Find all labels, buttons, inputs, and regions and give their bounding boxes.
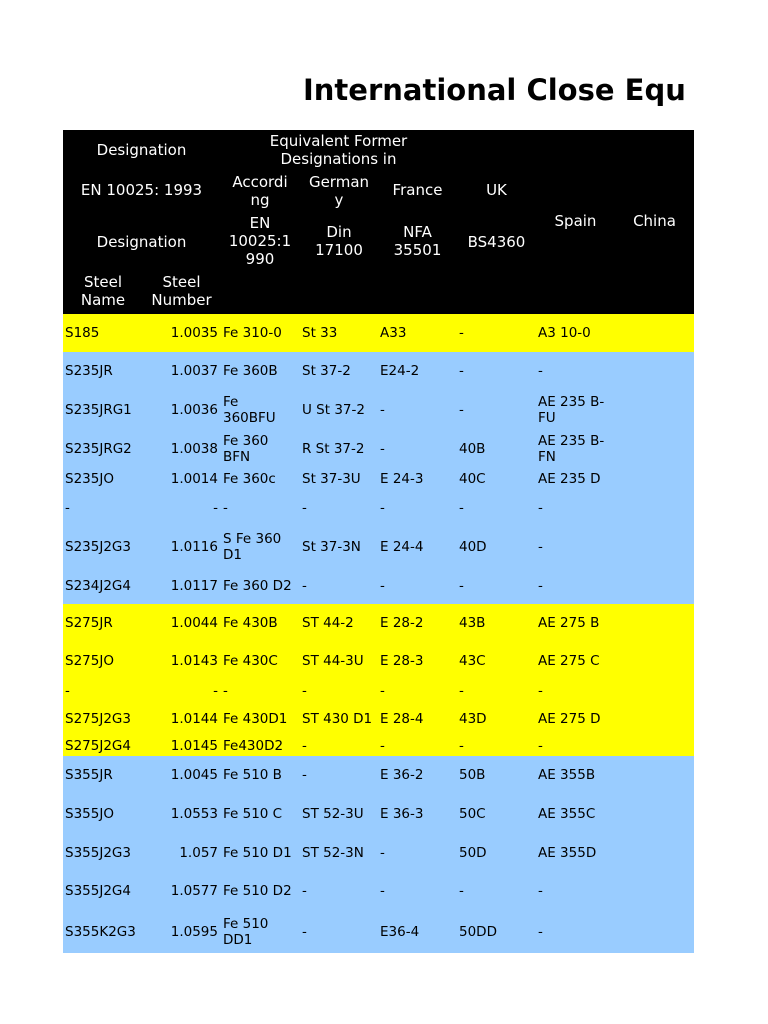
cell-bs: - — [459, 363, 464, 379]
cell-china — [617, 910, 693, 953]
cell-steel-number: 1.0045 — [170, 767, 218, 783]
cell-bs: 50B — [459, 767, 486, 783]
cell-steel-number: 1.0035 — [170, 325, 218, 341]
table-row — [63, 604, 694, 642]
cell-bs: 43D — [459, 711, 487, 727]
equivalents-table — [63, 130, 694, 953]
table-row — [63, 490, 694, 526]
cell-din: - — [302, 683, 307, 699]
cell-bs: 50D — [459, 845, 487, 861]
cell-china — [617, 794, 693, 834]
cell-din: U St 37-2 — [302, 402, 365, 418]
cell-steel-number: 1.0044 — [170, 615, 218, 631]
cell-steel-number: 1.0145 — [170, 738, 218, 754]
cell-din: R St 37-2 — [302, 441, 365, 457]
table-row — [63, 834, 694, 872]
cell-steel-number: 1.0038 — [170, 441, 218, 457]
cell-en-1990: Fe 510 DD1 — [223, 916, 269, 948]
cell-china — [617, 756, 693, 794]
cell-bs: - — [459, 578, 464, 594]
cell-steel-name: S235JR — [65, 363, 113, 379]
cell-spain: AE 355B — [538, 767, 596, 783]
cell-bs: - — [459, 738, 464, 754]
table-row — [63, 736, 694, 756]
header-steel-number: Steel Number — [151, 273, 212, 309]
cell-bs: - — [459, 683, 464, 699]
cell-steel-name: S275JO — [65, 653, 114, 669]
table-row — [63, 352, 694, 390]
table-row — [63, 526, 694, 568]
cell-steel-name: S235JRG2 — [65, 441, 132, 457]
cell-bs: 40C — [459, 471, 486, 487]
cell-steel-name: S355J2G3 — [65, 845, 131, 861]
header-en-1990: EN 10025:1 990 — [228, 214, 292, 268]
cell-en-1990: Fe 360 BFN — [223, 433, 269, 465]
cell-bs: 50DD — [459, 924, 497, 940]
cell-nfa: - — [380, 845, 385, 861]
cell-din: St 37-3N — [302, 539, 361, 555]
cell-en-1990: Fe 360c — [223, 471, 276, 487]
cell-bs: 40B — [459, 441, 486, 457]
cell-din: - — [302, 767, 307, 783]
cell-steel-name: S275J2G3 — [65, 711, 131, 727]
cell-nfa: - — [380, 738, 385, 754]
cell-steel-number: 1.0144 — [170, 711, 218, 727]
header-nfa: NFA 35501 — [393, 223, 442, 259]
cell-en-1990: Fe 430D1 — [223, 711, 288, 727]
cell-steel-number: 1.0595 — [170, 924, 218, 940]
header-france: France — [392, 181, 443, 199]
cell-en-1990: - — [223, 500, 228, 516]
cell-din: ST 44-3U — [302, 653, 364, 669]
cell-china — [617, 872, 693, 910]
cell-nfa: E 28-3 — [380, 653, 424, 669]
cell-spain: AE 355D — [538, 845, 597, 861]
cell-bs: 50C — [459, 806, 486, 822]
table-row — [63, 702, 694, 736]
cell-en-1990: Fe 510 D2 — [223, 883, 292, 899]
cell-steel-name: S355JO — [65, 806, 114, 822]
cell-spain: - — [538, 578, 543, 594]
table-row — [63, 910, 694, 953]
cell-en-1990: Fe 360 D2 — [223, 578, 292, 594]
cell-bs: - — [459, 325, 464, 341]
cell-china — [617, 736, 693, 756]
cell-china — [617, 604, 693, 642]
cell-steel-number: 1.0117 — [170, 578, 218, 594]
cell-en-1990: Fe 430C — [223, 653, 278, 669]
header-steel-name: Steel Name — [80, 273, 126, 309]
cell-nfa: - — [380, 883, 385, 899]
cell-china — [617, 352, 693, 390]
header-designation-top: Designation — [96, 141, 187, 159]
cell-steel-number: 1.0143 — [170, 653, 218, 669]
cell-spain: AE 355C — [538, 806, 596, 822]
header-spain: Spain — [554, 212, 597, 230]
cell-china — [617, 390, 693, 430]
cell-steel-number: 1.0036 — [170, 402, 218, 418]
cell-en-1990: S Fe 360 D1 — [223, 531, 282, 563]
cell-din: ST 44-2 — [302, 615, 354, 631]
cell-steel-name: S355K2G3 — [65, 924, 136, 940]
cell-din: - — [302, 500, 307, 516]
table-row — [63, 568, 694, 604]
cell-en-1990: Fe 510 D1 — [223, 845, 292, 861]
header-bs: BS4360 — [467, 233, 526, 251]
table-row — [63, 680, 694, 702]
cell-china — [617, 430, 693, 468]
cell-china — [617, 834, 693, 872]
cell-steel-name: S185 — [65, 325, 100, 341]
header-china: China — [633, 212, 676, 230]
cell-china — [617, 642, 693, 680]
cell-spain: AE 235 B- FU — [538, 394, 605, 426]
table-row — [63, 756, 694, 794]
cell-steel-name: - — [65, 500, 70, 516]
cell-din: - — [302, 883, 307, 899]
cell-china — [617, 490, 693, 526]
table-row — [63, 642, 694, 680]
table-row — [63, 390, 694, 430]
cell-spain: - — [538, 500, 543, 516]
cell-steel-number: 1.0116 — [170, 539, 218, 555]
cell-spain: AE 275 B — [538, 615, 600, 631]
cell-din: St 37-3U — [302, 471, 361, 487]
cell-bs: - — [459, 883, 464, 899]
cell-nfa: A33 — [380, 325, 407, 341]
cell-en-1990: Fe430D2 — [223, 738, 284, 754]
header-germany: German y — [308, 173, 370, 209]
page-title: International Close Equ — [303, 73, 686, 107]
cell-steel-number: 1.0577 — [170, 883, 218, 899]
cell-steel-name: S355JR — [65, 767, 113, 783]
cell-nfa: - — [380, 500, 385, 516]
cell-steel-name: S355J2G4 — [65, 883, 131, 899]
table-header — [63, 130, 694, 314]
cell-china — [617, 468, 693, 490]
cell-nfa: E 28-2 — [380, 615, 424, 631]
cell-en-1990: Fe 510 C — [223, 806, 283, 822]
cell-nfa: E24-2 — [380, 363, 420, 379]
header-according: Accordi ng — [232, 173, 288, 209]
cell-din: ST 52-3N — [302, 845, 364, 861]
cell-spain: AE 235 B- FN — [538, 433, 605, 465]
cell-steel-number: 1.0553 — [170, 806, 218, 822]
cell-din: St 37-2 — [302, 363, 351, 379]
cell-nfa: E36-4 — [380, 924, 420, 940]
cell-din: - — [302, 924, 307, 940]
cell-steel-number: - — [213, 500, 218, 516]
table-row — [63, 794, 694, 834]
cell-en-1990: - — [223, 683, 228, 699]
cell-steel-name: S275J2G4 — [65, 738, 131, 754]
cell-en-1990: Fe 430B — [223, 615, 278, 631]
cell-nfa: - — [380, 441, 385, 457]
cell-spain: - — [538, 363, 543, 379]
cell-steel-name: - — [65, 683, 70, 699]
cell-china — [617, 680, 693, 702]
cell-spain: A3 10-0 — [538, 325, 591, 341]
cell-en-1990: Fe 360B — [223, 363, 278, 379]
cell-nfa: - — [380, 578, 385, 594]
cell-china — [617, 526, 693, 568]
cell-nfa: E 28-4 — [380, 711, 424, 727]
cell-din: ST 430 D1 — [302, 711, 373, 727]
cell-en-1990: Fe 360BFU — [223, 394, 276, 426]
table-row — [63, 468, 694, 490]
cell-china — [617, 702, 693, 736]
cell-steel-number: 1.0014 — [170, 471, 218, 487]
cell-en-1990: Fe 510 B — [223, 767, 282, 783]
cell-din: - — [302, 578, 307, 594]
cell-steel-name: S275JR — [65, 615, 113, 631]
cell-spain: - — [538, 924, 543, 940]
header-din: Din 17100 — [315, 223, 363, 259]
cell-bs: 43B — [459, 615, 486, 631]
table-row — [63, 314, 694, 352]
cell-en-1990: Fe 310-0 — [223, 325, 282, 341]
header-designation-mid: Designation — [96, 233, 187, 251]
cell-steel-number: 1.057 — [179, 845, 218, 861]
cell-steel-name: S235JRG1 — [65, 402, 132, 418]
cell-bs: 43C — [459, 653, 486, 669]
cell-din: - — [302, 738, 307, 754]
cell-bs: - — [459, 402, 464, 418]
table-row — [63, 872, 694, 910]
cell-spain: - — [538, 539, 543, 555]
cell-china — [617, 314, 693, 352]
cell-steel-name: S234J2G4 — [65, 578, 131, 594]
table-row — [63, 430, 694, 468]
cell-steel-name: S235J2G3 — [65, 539, 131, 555]
cell-nfa: E 36-3 — [380, 806, 424, 822]
cell-spain: AE 275 D — [538, 711, 601, 727]
cell-steel-number: 1.0037 — [170, 363, 218, 379]
cell-nfa: E 36-2 — [380, 767, 424, 783]
cell-din: ST 52-3U — [302, 806, 364, 822]
cell-bs: - — [459, 500, 464, 516]
cell-steel-name: S235JO — [65, 471, 114, 487]
cell-spain: - — [538, 883, 543, 899]
cell-spain: AE 275 C — [538, 653, 600, 669]
header-en-1993: EN 10025: 1993 — [80, 181, 203, 199]
cell-spain: - — [538, 738, 543, 754]
cell-bs: 40D — [459, 539, 487, 555]
cell-nfa: E 24-4 — [380, 539, 424, 555]
cell-nfa: - — [380, 402, 385, 418]
header-equivalent-former: Equivalent Former Designations in — [269, 132, 408, 168]
cell-nfa: - — [380, 683, 385, 699]
cell-spain: - — [538, 683, 543, 699]
cell-nfa: E 24-3 — [380, 471, 424, 487]
cell-china — [617, 568, 693, 604]
cell-steel-number: - — [213, 683, 218, 699]
cell-din: St 33 — [302, 325, 338, 341]
cell-spain: AE 235 D — [538, 471, 601, 487]
header-uk: UK — [486, 181, 507, 199]
